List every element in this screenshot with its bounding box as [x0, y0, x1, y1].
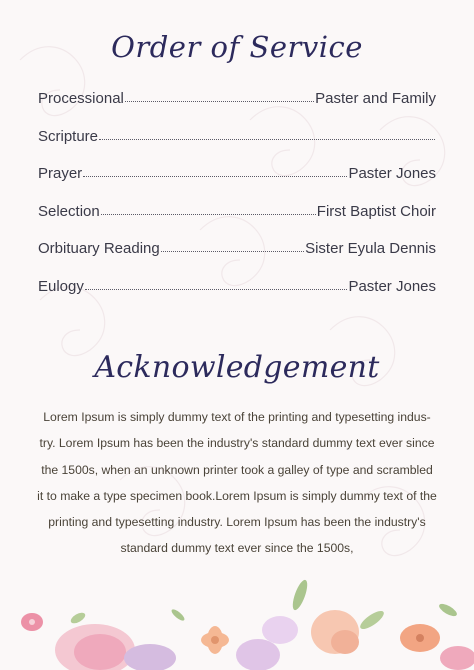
acknowledgement-line: printing and typesetting industry. Lorem Ipsum has been the industry's: [48, 515, 426, 530]
service-person: Paster Jones: [348, 277, 436, 295]
service-row: [38, 278, 436, 316]
acknowledgement-paragraph: [36, 404, 438, 562]
order-of-service-title: Order of Service: [111, 30, 363, 64]
acknowledgement-line: standard dummy text ever since the 1500s,: [120, 541, 354, 556]
dotted-leader: [125, 91, 314, 102]
service-row: [38, 90, 436, 128]
acknowledgement-line: try. Lorem Ipsum has been the industry's standard dummy text ever since: [39, 436, 435, 451]
dotted-leader: [161, 241, 304, 252]
service-role: Eulogy: [38, 277, 84, 295]
acknowledgement-line: Lorem Ipsum is simply dummy text of the printing and typesetting indus-: [43, 410, 431, 424]
dotted-leader: [83, 166, 347, 177]
service-person: Paster Jones: [348, 165, 436, 182]
dotted-leader: [101, 204, 316, 215]
watercolor-flowers-decoration: [0, 560, 474, 670]
service-row: [38, 128, 436, 166]
service-person: Paster and Family: [315, 90, 436, 107]
service-role: Processional: [38, 90, 124, 107]
service-role: Selection: [38, 202, 100, 220]
service-role: Orbituary Reading: [38, 240, 160, 257]
service-person: Sister Eyula Dennis: [305, 240, 436, 257]
acknowledgement-line: it to make a type specimen book.Lorem Ipsum is simply dummy text of the: [37, 488, 437, 503]
dotted-leader: [99, 129, 435, 140]
service-row: [38, 203, 436, 241]
service-list: [38, 90, 436, 315]
service-role: Scripture: [38, 127, 99, 145]
acknowledgement-title: Acknowledgement: [94, 350, 380, 385]
service-role: Prayer: [38, 165, 83, 182]
dotted-leader: [85, 279, 348, 290]
service-row: [38, 240, 436, 278]
service-person: First Baptist Choir: [316, 202, 436, 220]
acknowledgement-line: the 1500s, when an unknown printer took a galley of type and scrambled: [41, 462, 433, 477]
service-row: [38, 165, 436, 203]
